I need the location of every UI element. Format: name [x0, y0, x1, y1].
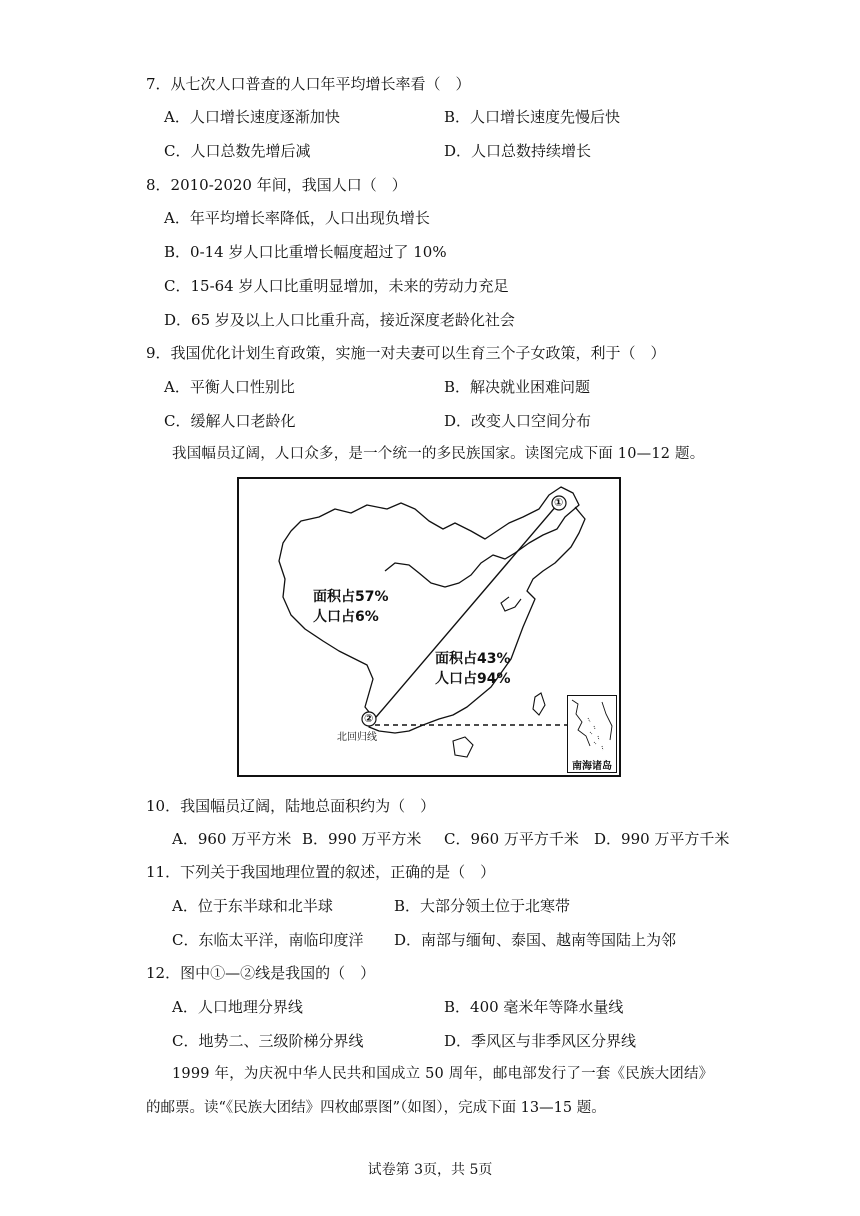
- west-area-label: 面积占57%: [313, 589, 389, 605]
- question-11-option-d: D．南部与缅甸、泰国、越南等国陆上为邻: [394, 931, 677, 949]
- section-intro-10-12: 我国幅员辽阔，人口众多，是一个统一的多民族国家。读图完成下面 10—12 题。: [172, 446, 705, 462]
- question-11-stem: 11．下列关于我国地理位置的叙述，正确的是（ ）: [146, 863, 496, 881]
- point-2-label: ②: [364, 712, 374, 725]
- question-7-stem: 7．从七次人口普查的人口年平均增长率看（ ）: [146, 75, 471, 93]
- question-7-option-d: D．人口总数持续增长: [444, 142, 592, 160]
- question-12-stem: 12．图中①—②线是我国的（ ）: [146, 964, 376, 982]
- inset-label: 南海诸岛: [568, 757, 616, 772]
- question-10-option-a: A．960 万平方米: [172, 830, 292, 848]
- taiwan-island: [533, 693, 545, 715]
- tropic-of-cancer-label: 北回归线: [337, 732, 377, 743]
- question-8-option-c: C．15-64 岁人口比重明显增加，未来的劳动力充足: [164, 277, 509, 295]
- west-population-label: 人口占6%: [313, 609, 379, 625]
- question-12-option-b: B．400 毫米年等降水量线: [444, 998, 624, 1016]
- east-population-label: 人口占94%: [435, 671, 511, 687]
- question-11-option-c: C．东临太平洋，南临印度洋: [172, 931, 364, 949]
- question-9-option-d: D．改变人口空间分布: [444, 412, 592, 430]
- question-7-option-b: B．人口增长速度先慢后快: [444, 108, 621, 126]
- question-10-stem: 10．我国幅员辽阔，陆地总面积约为（ ）: [146, 797, 436, 815]
- point-1-label: ①: [554, 496, 564, 509]
- china-map-figure: [237, 477, 621, 777]
- question-12-option-d: D．季风区与非季风区分界线: [444, 1032, 637, 1050]
- question-9-option-b: B．解决就业困难问题: [444, 378, 591, 396]
- question-9-option-c: C．缓解人口老龄化: [164, 412, 296, 430]
- question-7-option-a: A．人口增长速度逐渐加快: [164, 108, 340, 126]
- china-map-svg: [239, 479, 619, 775]
- question-8-option-b: B．0-14 岁人口比重增长幅度超过了 10%: [164, 243, 447, 261]
- question-8-option-a: A．年平均增长率降低，人口出现负增长: [164, 209, 430, 227]
- section-intro-13-15-line2: 的邮票。读“《民族大团结》四枚邮票图”（如图），完成下面 13—15 题。: [146, 1100, 606, 1116]
- section-intro-13-15-line1: 1999 年，为庆祝中华人民共和国成立 50 周年，邮电部发行了一套《民族大团结》: [172, 1066, 714, 1082]
- page-footer: 试卷第 3页，共 5页: [367, 1162, 493, 1178]
- question-12-option-c: C．地势二、三级阶梯分界线: [172, 1032, 364, 1050]
- question-10-option-d: D．990 万平方千米: [594, 830, 730, 848]
- hainan-island: [453, 737, 473, 757]
- question-10-option-c: C．960 万平方千米: [444, 830, 579, 848]
- question-10-option-b: B．990 万平方米: [302, 830, 422, 848]
- question-11-option-b: B．大部分领土位于北寒带: [394, 897, 571, 915]
- question-8-option-d: D．65 岁及以上人口比重升高，接近深度老龄化社会: [164, 311, 515, 329]
- question-12-option-a: A．人口地理分界线: [172, 998, 303, 1016]
- question-8-stem: 8．2010-2020 年间，我国人口（ ）: [146, 176, 407, 194]
- question-7-option-c: C．人口总数先增后减: [164, 142, 311, 160]
- bohai-coast: [501, 597, 521, 611]
- east-area-label: 面积占43%: [435, 651, 511, 667]
- question-11-option-a: A．位于东半球和北半球: [172, 897, 333, 915]
- question-9-option-a: A．平衡人口性别比: [164, 378, 295, 396]
- question-9-stem: 9．我国优化计划生育政策，实施一对夫妻可以生育三个子女政策，利于（ ）: [146, 344, 666, 362]
- south-china-sea-inset: [567, 695, 617, 773]
